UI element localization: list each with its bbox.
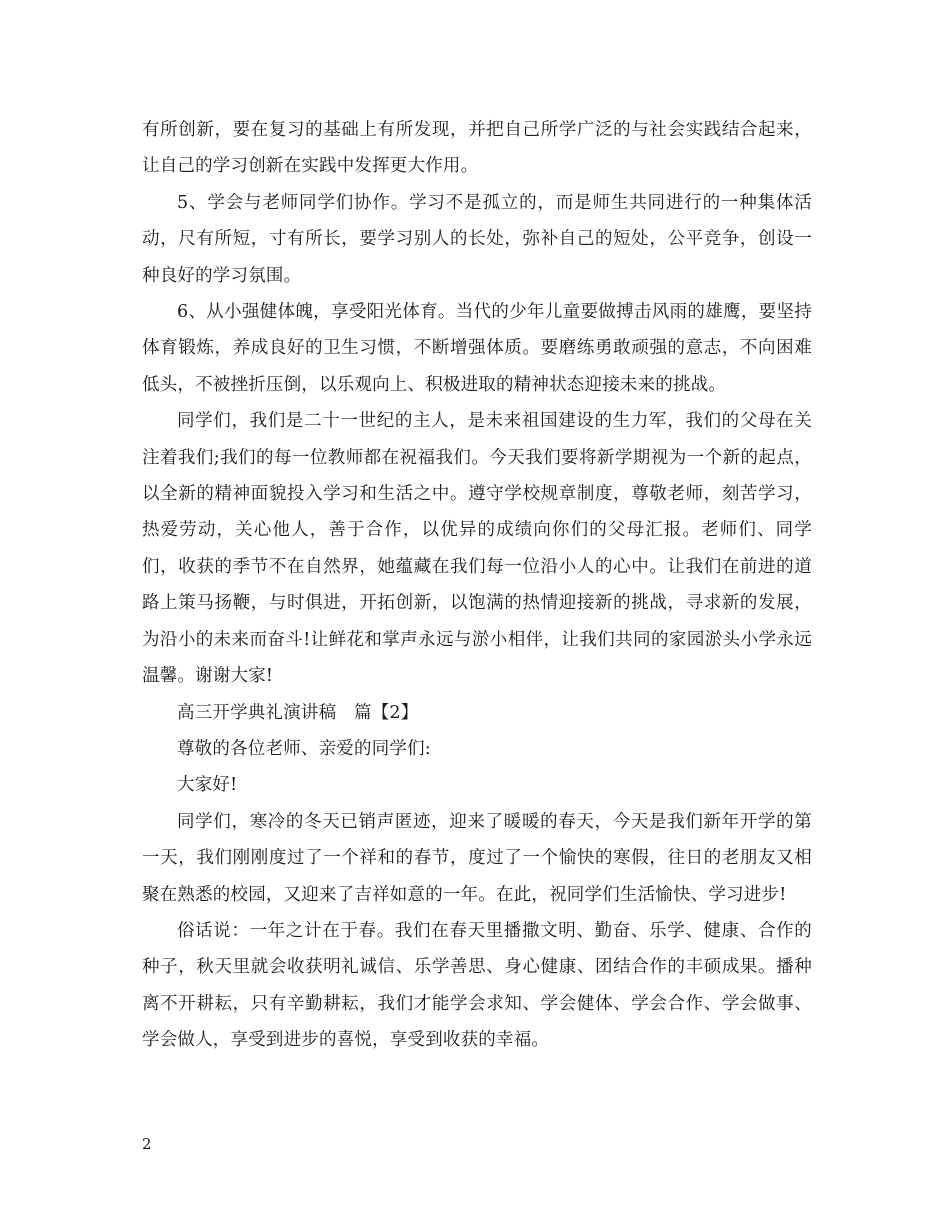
greeting: 大家好! xyxy=(177,775,238,796)
section-heading: 高三开学典礼演讲稿 篇【2】 xyxy=(177,702,419,723)
paragraph-point-6: 6、从小强健体魄，享受阳光体育。当代的少年儿童要做搏击风雨的雄鹰，要坚持体育锻炼，养成良好的卫生习惯，不断增强体质。要磨练勇敢顽强的意志，不向困难低头，不被挫折压倒，以乐观向上、积极进取的精神状态迎接未来的挑战。 xyxy=(142,302,812,395)
paragraph-proverb: 俗话说：一年之计在于春。我们在春天里播撒文明、勤奋、乐学、健康、合作的种子，秋天里就会收获明礼诚信、乐学善思、身心健康、团结合作的丰硕成果。播种离不开耕耘，只有辛勤耕耘，我们才能学会求知、学会健体、学会合作、学会做事、学会做人，享受到进步的喜悦，享受到收获的幸福。 xyxy=(142,920,812,1051)
salutation: 尊敬的各位老师、亲爱的同学们: xyxy=(177,738,431,759)
paragraph-closing: 同学们，我们是二十一世纪的主人，是未来祖国建设的生力军，我们的父母在关注着我们;我们的每一位教师都在祝福我们。今天我们要将新学期视为一个新的起点，以全新的精神面貌投入学习和生活之中。遵守学校规章制度，尊敬老师，刻苦学习，热爱劳动，关心他人，善于合作，以优异的成绩向你们的父母汇报。老师们、同学们，收获的季节不在自然界，她蕴藏在我们每一位沿小人的心中。让我们在前进的道路上策马扬鞭，与时俱进，开拓创新，以饱满的热情迎接新的挑战，寻求新的发展，为沿小的未来而奋斗!让鲜花和掌声永远与淤小相伴，让我们共同的家园淤头小学永远温馨。谢谢大家! xyxy=(142,411,812,687)
paragraph-opening: 同学们，寒冷的冬天已销声匿迹，迎来了暖暖的春天，今天是我们新年开学的第一天，我们刚刚度过了一个祥和的春节，度过了一个愉快的寒假，往日的老朋友又相聚在熟悉的校园，又迎来了吉祥如意的一年。在此，祝同学们生活愉快、学习进步! xyxy=(142,811,812,905)
document-body xyxy=(142,112,812,1059)
paragraph-point-5: 5、学会与老师同学们协作。学习不是孤立的，而是师生共同进行的一种集体活动，尺有所短，寸有所长，要学习别人的长处，弥补自己的短处，公平竞争，创设一种良好的学习氛围。 xyxy=(142,192,812,286)
page-number: 2 xyxy=(142,1135,152,1153)
paragraph-continuation: 有所创新，要在复习的基础上有所发现，并把自己所学广泛的与社会实践结合起来，让自己的学习创新在实践中发挥更大作用。 xyxy=(142,120,812,177)
